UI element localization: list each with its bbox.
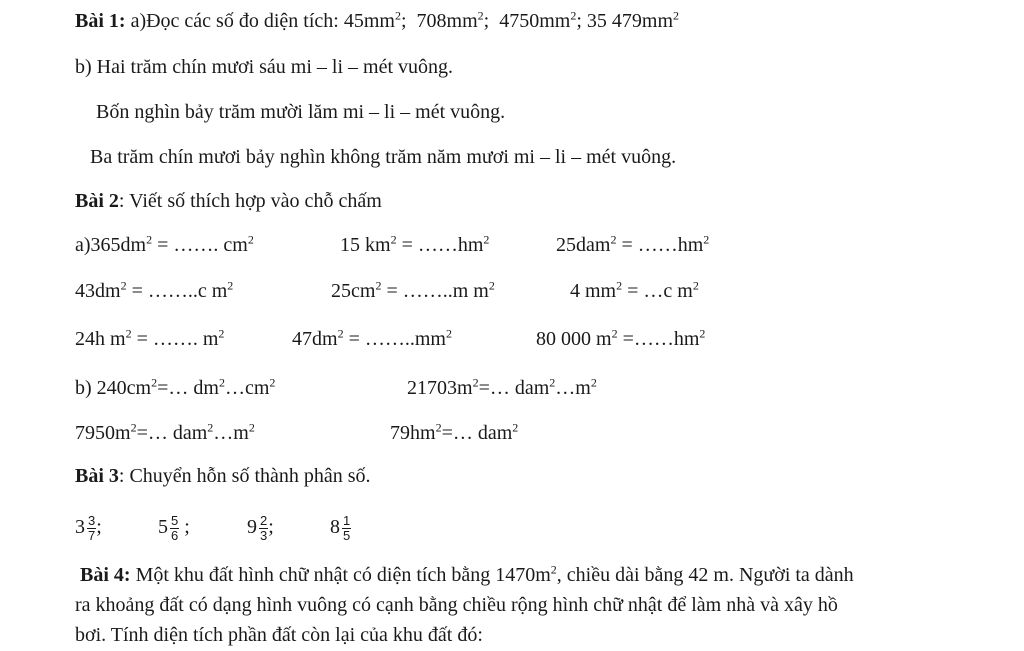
bai2-title: : Viết số thích hợp vào chỗ chấm	[118, 190, 382, 212]
bai4-line-2: ra khoảng đất có dạng hình vuông có cạnh bằng chiều rộng hình chữ nhật để làm nhà và xây hồ	[75, 594, 838, 616]
mixed-number-1: 3 $\frac{3}{7}$ ;	[75, 512, 102, 543]
bai1-b-line-3: Ba trăm chín mươi bảy nghìn không trăm năm mươi mi – li – mét vuông.	[90, 146, 677, 168]
bai2-label: Bài 2	[75, 190, 119, 212]
bai2-row2-item2: $25cm^2$ = ……..m $m^2$	[331, 278, 495, 302]
mixed-number-2: 5 $\frac{5}{6}$ ;	[158, 512, 190, 543]
bai1-value-2: 708mm	[416, 10, 478, 32]
bai2-row3-item1: 24h $m^2$ = ……. $m^2$	[75, 326, 225, 350]
bai3-mixed-numbers	[75, 510, 370, 544]
mixed-number-3: 9 $\frac{2}{3}$ ;	[247, 512, 274, 543]
bai2-row3-item2: $47dm^2$ = $\dots\dots..mm^2$	[292, 326, 452, 350]
bai2-b-row1-item2: $21703m^2=\dots$ $dam^2\dots m^2$	[407, 375, 597, 399]
bai2-b-row2-item2: $79hm^2=\dots$ dam$^2$	[390, 420, 519, 444]
mixed-number-4: 8 $\frac{1}{5}$	[330, 512, 351, 543]
bai3-title: : Chuyển hỗn số thành phân số.	[118, 465, 371, 487]
bai1-b-line-1: b) Hai trăm chín mươi sáu mi – li – mét vuông.	[75, 56, 454, 78]
bai3-heading	[75, 464, 371, 488]
bai4-label: Bài 4:	[80, 564, 131, 586]
bai3-label: Bài 3	[75, 465, 119, 487]
bai2-heading	[75, 189, 382, 213]
bai2-b-row2-item1: $7950m^2=\dots$ $dam^2\dots m^2$	[75, 420, 255, 444]
bai2-row1-item2: 15 $km^2$ = $\dots\dots hm^2$	[340, 232, 490, 256]
bai4-line-3: bơi. Tính diện tích phần đất còn lại của khu đất đó:	[75, 624, 483, 646]
bai2-row1-item1: $a)365dm^2$ = ……. $cm^2$	[75, 232, 254, 256]
bai1-line-a: Bài 1: a)Đọc các số đo diện tích: $45mm^2$; $708mm^2$; $4750mm^2$; 35 $479mm^2$	[75, 8, 680, 32]
bai1-label: Bài 1:	[75, 10, 126, 32]
bai2-row2-item3: 4 $mm^2$ = …c $m^2$	[570, 278, 699, 302]
bai2-row1-item3: $25dam^2 = \dots\dots hm^2$	[556, 232, 710, 256]
bai1-b-line-2: Bốn nghìn bảy trăm mười lăm mi – li – mét vuông.	[96, 101, 506, 123]
bai1-value-1: 45mm	[343, 10, 395, 32]
bai1-value-3: 4750mm	[499, 10, 571, 32]
bai2-row2-item1: $43dm^2$ = ……..c $m^2$	[75, 278, 234, 302]
bai2-row3-item3: 80 000 $m^2$ $=\dots\dots hm^2$	[536, 326, 706, 350]
bai1-a-text: a)Đọc các số đo diện tích:	[125, 10, 344, 32]
bai2-b-row1-item1: b) $240cm^2=\dots$ $dm^2\dots cm^2$	[75, 375, 276, 399]
bai1-value-4: 35 479mm	[586, 10, 674, 32]
bai4-line-1: Bài 4: Một khu đất hình chữ nhật có diện tích bằng $1470m^2$, chiều dài bằng 42 m. Người ta dành	[80, 562, 854, 586]
